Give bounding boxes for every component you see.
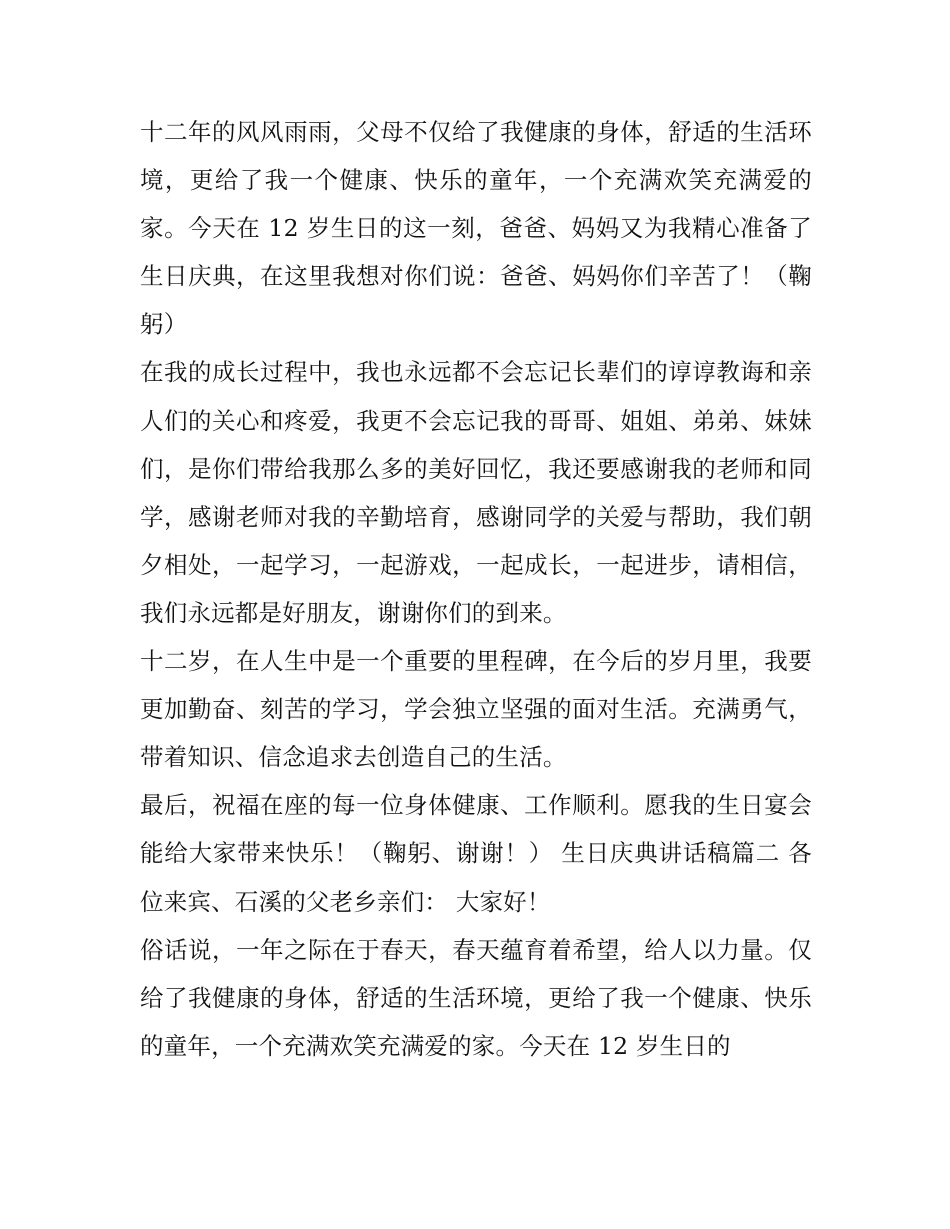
document-body — [140, 108, 812, 1070]
paragraph-4: 最后，祝福在座的每一位身体健康、工作顺利。愿我的生日宴会能给大家带来快乐！（鞠躬、谢谢！） 生日庆典讲话稿篇二 各位来宾、石溪的父老乡亲们： 大家好！ — [140, 791, 812, 916]
paragraph-1: 十二年的风风雨雨，父母不仅给了我健康的身体，舒适的生活环境，更给了我一个健康、快乐的童年，一个充满欢笑充满爱的家。今天在 12 岁生日的这一刻，爸爸、妈妈又为我精心准备了生日庆典，在这里我想对你们说：爸爸、妈妈你们辛苦了！（鞠躬） — [140, 118, 812, 339]
paragraph-3: 十二岁，在人生中是一个重要的里程碑，在今后的岁月里，我要更加勤奋、刻苦的学习，学会独立坚强的面对生活。充满勇气，带着知识、信念追求去创造自己的生活。 — [140, 647, 812, 772]
paragraph-5: 俗话说，一年之际在于春天，春天蕴育着希望，给人以力量。仅给了我健康的身体，舒适的生活环境，更给了我一个健康、快乐的童年，一个充满欢笑充满爱的家。今天在 12 岁生日的 — [140, 935, 812, 1060]
paragraph-2: 在我的成长过程中，我也永远都不会忘记长辈们的谆谆教诲和亲人们的关心和疼爱，我更不会忘记我的哥哥、姐姐、弟弟、妹妹们，是你们带给我那么多的美好回忆，我还要感谢我的老师和同学，感谢老师对我的辛勤培育，感谢同学的关爱与帮助，我们朝夕相处，一起学习，一起游戏，一起成长，一起进步，请相信，我们永远都是好朋友，谢谢你们的到来。 — [140, 358, 812, 627]
